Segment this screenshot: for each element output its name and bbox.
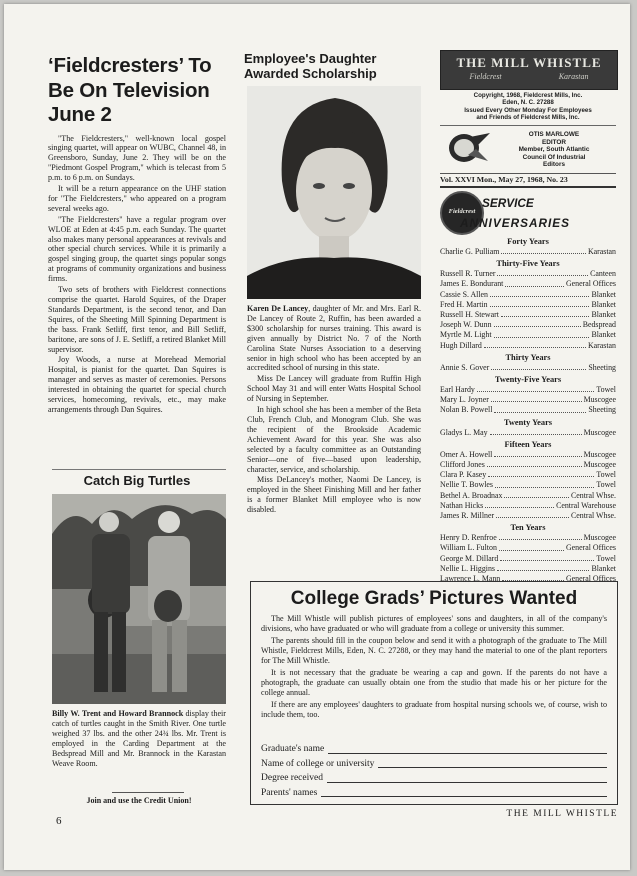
dot-leader	[497, 570, 589, 571]
service-entry	[440, 491, 616, 501]
service-entry-name: Cassie S. Allen	[440, 289, 489, 299]
service-entry-dept: Blanket	[591, 330, 616, 340]
service-entry-dept: Muscogee	[583, 395, 616, 405]
service-entry-dept: Karastan	[587, 247, 616, 256]
service-entry-dept: Karastan	[587, 340, 616, 350]
coupon-field-label: Parents' names	[261, 787, 318, 798]
member-line-2: Council Of Industrial	[522, 153, 586, 161]
service-entry	[440, 501, 616, 511]
coupon-field	[261, 771, 607, 786]
service-group-heading: Fifteen Years	[504, 439, 552, 449]
dot-leader	[496, 517, 569, 518]
service-entry-name: Myrtle M. Light	[440, 330, 492, 340]
turtles-photo	[52, 494, 226, 704]
service-entry-dept: Sheeting	[588, 405, 616, 415]
college-coupon	[261, 742, 607, 800]
scholarship-headline: Employee's Daughter Awarded Scholarship	[244, 51, 377, 81]
service-entry-name: Hugh Dillard	[440, 340, 482, 350]
address-line: Eden, N. C. 27288	[502, 99, 554, 107]
college-headline: College Grads’ Pictures Wanted	[290, 588, 578, 609]
service-entry	[440, 405, 616, 415]
coupon-field-label: Degree received	[261, 773, 323, 783]
dot-leader	[499, 539, 582, 540]
service-entry	[440, 554, 616, 564]
masthead-title: THE MILL WHISTLE	[456, 55, 602, 70]
karen-delancey-photo	[247, 86, 421, 299]
scholarship-body	[247, 374, 421, 515]
service-entry	[440, 428, 616, 438]
service-entry-name: Russell R. Turner	[440, 269, 496, 279]
fieldcresters-article	[48, 54, 226, 416]
service-entry-name: Omer A. Howell	[440, 449, 493, 459]
paragraph: Joy Woods, a nurse at Morehead Memorial Hospital, is pianist for the quartet. Dan Squires is manager and serves as master of ceremonies. Persons interested in obtaining the quartet for special church services, homecoming, revivals, etc., may make arrangements through Dan Squires.	[48, 355, 226, 414]
fieldcresters-body	[48, 134, 226, 415]
dot-leader	[494, 412, 586, 413]
service-entry-dept: Muscogee	[583, 427, 616, 437]
turtles-caption-text: display their catch of turtles caught in the Smith River. One turtle weighed 37 lbs. and the other 24¾ lbs. Mr. Trent is employed in the Carding Department at the Bedspread Mill and Mr. Brannock in the Karastan Weave Room.	[52, 709, 226, 768]
service-entry	[440, 269, 616, 279]
service-entry-dept: Towel	[596, 385, 616, 395]
dot-leader	[477, 391, 595, 392]
dot-leader	[490, 434, 582, 435]
service-entry-name: Earl Hardy	[440, 385, 475, 395]
service-entry-name: James E. Bondurant	[440, 279, 504, 289]
service-entry	[440, 511, 616, 521]
service-entry	[440, 320, 616, 330]
paragraph: Miss De Lancey will graduate from Ruffin High School May 31 and will enter Watts Hospital School of Nursing in September.	[247, 374, 421, 404]
service-entry-name: Lawrence L. Mann	[440, 574, 501, 584]
service-entry-name: Russell H. Stewart	[440, 310, 499, 320]
service-entry	[440, 310, 616, 320]
coupon-blank-line	[321, 796, 607, 797]
turtles-photo-image	[52, 494, 226, 704]
service-entry-dept: Blanket	[591, 563, 616, 573]
left-divider	[52, 469, 226, 470]
coupon-field	[261, 757, 607, 772]
credit-union-note: Join and use the Credit Union!	[86, 796, 192, 805]
fieldcresters-headline: ‘Fieldcresters’ To Be On Television June 2	[48, 54, 212, 126]
turtles-caption	[52, 709, 226, 768]
paragraph: If there are any employees' daughters to graduate from hospital nursing schools we, of course, wish to include them, too.	[261, 700, 607, 719]
service-group-heading: Ten Years	[510, 523, 546, 533]
masthead-sub-fieldcrest: Fieldcrest	[469, 72, 502, 81]
service-entry-dept: Blanket	[591, 299, 616, 309]
newsletter-page	[4, 4, 630, 870]
paragraph: "The Fieldcresters" have a regular program over WLOE at Eden at 4:45 p.m. each Sunday. The quartet also makes many personal appearances at revivals and other special church services. While it is primarily a gospel singing group, the quartet sings popular songs at programs of community organizations and business firms.	[48, 214, 226, 284]
service-entry-dept: Sheeting	[588, 362, 616, 372]
dot-leader	[497, 275, 588, 276]
dot-leader	[494, 456, 581, 457]
service-entry-name: Clifford Jones	[440, 460, 485, 470]
service-entry	[440, 385, 616, 395]
service-group-heading: Twenty Years	[503, 417, 553, 427]
dot-leader	[494, 337, 590, 338]
coupon-field-label: Graduate's name	[261, 744, 325, 754]
college-body	[261, 614, 607, 722]
service-entry-dept: Muscogee	[583, 449, 616, 459]
service-entry-dept: Canteen	[590, 269, 616, 279]
service-entry-dept: Central Whse.	[571, 511, 616, 521]
service-entry	[440, 330, 616, 340]
service-entry-name: George M. Dillard	[440, 553, 499, 563]
masthead-info	[440, 92, 616, 122]
service-entry-name: William L. Fulton	[440, 543, 497, 553]
copyright-line: Copyright, 1968, Fieldcrest Mills, Inc.	[473, 92, 583, 99]
service-title-line-1: SERVICE	[482, 196, 534, 210]
service-group-heading: Thirty Years	[505, 352, 551, 362]
page-number: 6	[56, 815, 62, 827]
service-entry-name: Clara P. Kasey	[440, 470, 487, 480]
editor-block	[494, 131, 614, 169]
lead-name: Karen De Lancey	[247, 304, 309, 313]
paragraph: "The Fieldcresters," well-known local gospel singing quartet, will appear on WUBC, Channel 48, in Greensboro, Sunday, June 2. They will be on the "Piedmont Gospel Program," which is telecast from 5 p.m. to 6 p.m. on Sundays.	[48, 133, 226, 183]
masthead-sub-karastan: Karastan	[558, 72, 589, 81]
service-entry-name: Joseph W. Dunn	[440, 320, 492, 330]
turtles-names: Billy W. Trent and Howard Brannock	[52, 709, 184, 718]
dot-leader	[499, 550, 564, 551]
masthead-rule	[440, 125, 616, 126]
service-group-heading: Twenty-Five Years	[494, 375, 562, 385]
coupon-field	[261, 742, 607, 757]
dot-leader	[504, 497, 569, 498]
issued-line-2: and Friends of Fieldcrest Mills, Inc.	[476, 114, 580, 122]
service-entry	[440, 564, 616, 574]
service-entry-name: Mary L. Joyner	[440, 395, 489, 405]
service-entry	[440, 480, 616, 490]
service-entry-name: Annie S. Gover	[440, 362, 490, 372]
service-entry	[440, 460, 616, 470]
service-entry	[440, 395, 616, 405]
coupon-field-label: Name of college or university	[261, 758, 375, 769]
paragraph: It is not necessary that the graduate be wearing a cap and gown. If the parents do not have a photograph, the graduate can usually obtain one from the studio that made his or her picture for the college annual.	[261, 668, 607, 697]
service-entry	[440, 450, 616, 460]
service-title-2: ANNIVERSARIES	[460, 216, 571, 230]
service-entry-name: Nellie L. Higgins	[440, 563, 496, 573]
dot-leader	[505, 286, 564, 287]
service-entry-name: Gladys L. May	[440, 427, 488, 437]
service-entry-dept: Central Warehouse	[556, 500, 616, 510]
coupon-blank-line	[327, 782, 607, 783]
service-entry	[440, 341, 616, 351]
dot-leader	[501, 253, 586, 254]
service-entry-dept: Muscogee	[583, 533, 616, 543]
dot-leader	[491, 401, 582, 402]
portrait-image	[247, 86, 421, 299]
service-title	[482, 196, 616, 210]
turtles-headline: Catch Big Turtles	[83, 473, 191, 488]
service-entry-dept: Blanket	[591, 310, 616, 320]
dot-leader	[487, 466, 582, 467]
service-entry-dept: General Offices	[565, 574, 616, 584]
service-entry-name: Fred H. Martin	[440, 299, 488, 309]
service-entry-name: Henry D. Renfroe	[440, 533, 497, 543]
paragraph: Two sets of brothers with Fieldcrest connections comprise the quartet. Harold Squires, of the Draper Standards Department, is the second tenor, and Dan Squires, of the Sheeting Mill Spinning Department is the bass. Frank Setliff, first tenor, and Bill Setliff, baritone, are sons of J. E. Setliff, a retired Blanket Mill supervisor.	[48, 285, 226, 354]
service-entry	[440, 533, 616, 543]
service-entry-name: Bethel A. Broadnax	[440, 490, 503, 500]
volume-line: Vol. XXVI Mon., May 27, 1968, No. 23	[440, 173, 616, 188]
dot-leader	[490, 306, 590, 307]
paragraph: The Mill Whistle will publish pictures of employees' sons and daughters, in all of the company's divisions, who have graduated or who will graduate from a college or university this summer.	[261, 614, 607, 633]
service-entry-name: Nathan Hicks	[440, 500, 484, 510]
service-group-heading: Thirty-Five Years	[496, 259, 560, 269]
service-entry-dept: General Offices	[565, 279, 616, 289]
issued-line-1: Issued Every Other Monday For Employees	[464, 106, 592, 114]
service-entry-dept: Towel	[596, 470, 616, 480]
scholarship-article	[247, 304, 421, 516]
service-entry-name: Nellie T. Bowles	[440, 480, 493, 490]
dot-leader	[485, 507, 554, 508]
lead-text: , daughter of Mr. and Mrs. Earl R. De Lancey of Route 2, Ruffin, has been awarded a $300 scholarship for nurses training. This award is given annually by District No. 7 of the North Carolina State Nurses Association to a deserving senior in high school who has been accepted by an accredited school of nursing in this state.	[247, 304, 421, 373]
member-line-1: Member, South Atlantic	[518, 146, 590, 154]
paragraph: In high school she has been a member of the Beta Club, French Club, and Monogram Club. She was the recipient of the Brookside Academic Achievement Award for this year. She was also selected by a faculty committee as an Outstanding Senior—one of five—based upon leadership, character, service, and scholarship.	[247, 405, 421, 474]
service-entry-name: James R. Millner	[440, 511, 495, 521]
service-entry	[440, 470, 616, 480]
service-list	[440, 235, 616, 584]
dot-leader	[491, 369, 586, 370]
service-entry	[440, 300, 616, 310]
service-entry-name: Charlie G. Pulliam	[440, 247, 500, 256]
footer-publication: THE MILL WHISTLE	[506, 809, 618, 819]
service-entry	[440, 279, 616, 289]
service-entry-dept: Blanket	[591, 289, 616, 299]
credit-union-rule-top	[112, 792, 184, 793]
dot-leader	[495, 487, 594, 488]
college-grads-box	[250, 581, 618, 805]
service-entry-dept: General Offices	[565, 543, 616, 553]
service-entry-dept: Muscogee	[583, 460, 616, 470]
masthead	[440, 50, 618, 90]
press-emblem-icon	[444, 131, 492, 165]
service-group-heading: Forty Years	[507, 237, 549, 246]
paragraph: The parents should fill in the coupon below and send it with a photograph of the graduate to The Mill Whistle, Fieldcrest Mills, Eden, N. C. 27288, or they may hand the material to one of the plant reporters for The Mill Whistle.	[261, 636, 607, 665]
editor-title: EDITOR	[541, 138, 567, 146]
service-entry	[440, 363, 616, 373]
dot-leader	[500, 560, 594, 561]
service-entry-dept: Central Whse.	[571, 490, 616, 500]
dot-leader	[490, 296, 589, 297]
service-entry-dept: Towel	[596, 480, 616, 490]
service-entry-dept: Bedspread	[582, 320, 616, 330]
dot-leader	[484, 347, 586, 348]
service-entry-name: Nolan B. Powell	[440, 405, 493, 415]
editor-name: OTIS MARLOWE	[528, 131, 580, 138]
member-line-3: Editors	[542, 161, 565, 169]
dot-leader	[494, 326, 581, 327]
paragraph: It will be a return appearance on the UHF station for "The Fieldcresters," who appeared on a program several weeks ago.	[48, 184, 226, 213]
dot-leader	[501, 316, 589, 317]
service-entry	[440, 290, 616, 300]
coupon-field	[261, 786, 607, 801]
coupon-blank-line	[328, 753, 607, 754]
service-entry	[440, 543, 616, 553]
service-entry-dept: Towel	[596, 553, 616, 563]
paragraph: Miss DeLancey's mother, Naomi De Lancey, is employed in the Sheet Finishing Mill and her father is a former Blanket Mill employee who is now disabled.	[247, 475, 421, 515]
coupon-blank-line	[378, 767, 607, 768]
dot-leader	[488, 476, 594, 477]
logo-word: Fieldcrest	[448, 208, 476, 215]
service-entry	[440, 247, 616, 257]
